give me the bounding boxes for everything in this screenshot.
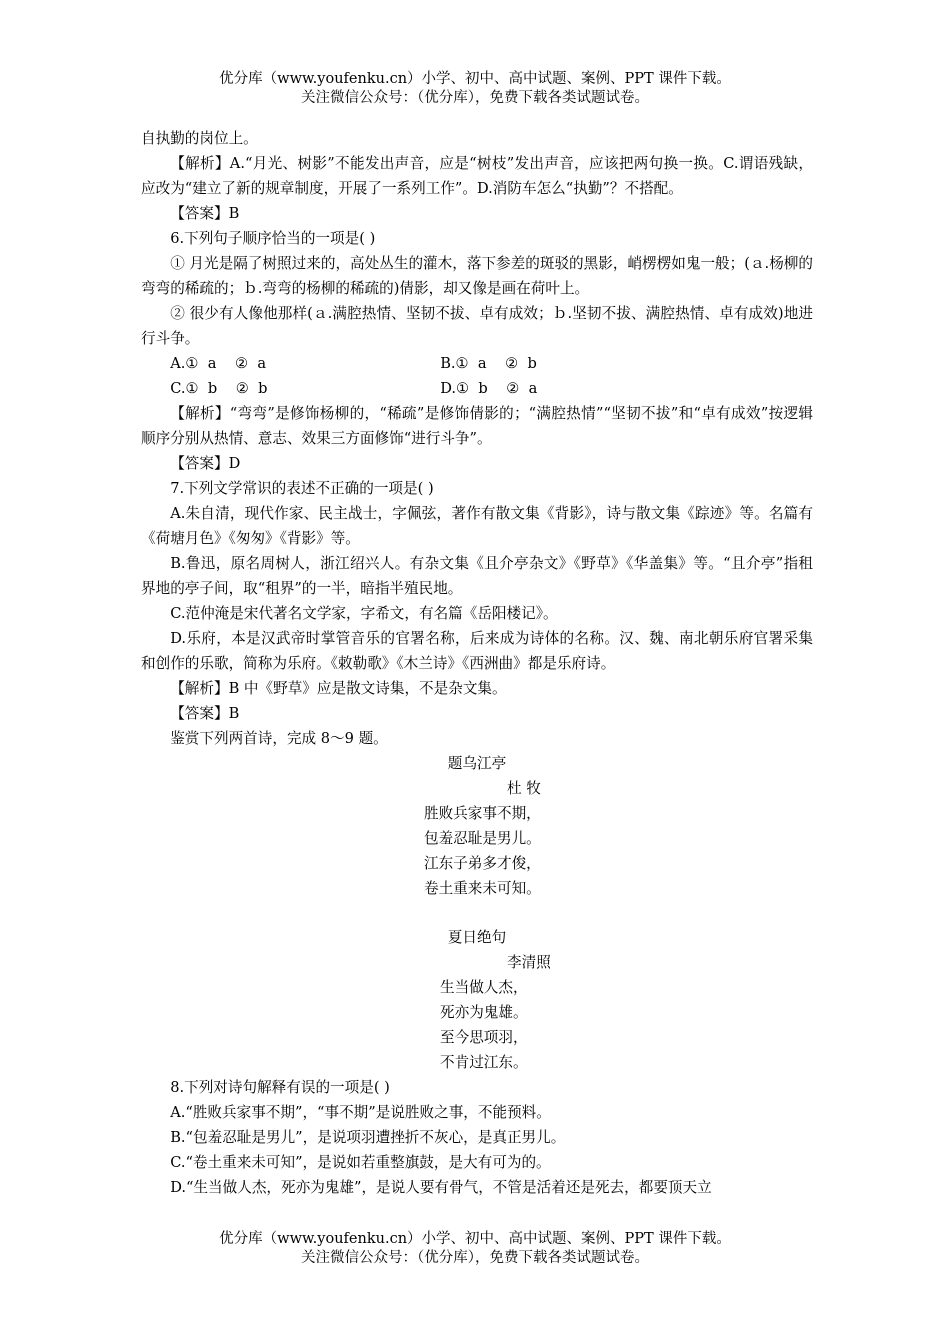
paragraph-continued: 自执勤的岗位上。	[141, 130, 258, 147]
q8-stem: 8.下列对诗句解释有误的一项是( )	[170, 1079, 390, 1096]
poem-line: 江东子弟多才俊，	[424, 855, 541, 872]
q6-answer: 【答案】D	[170, 455, 241, 472]
q7-option-d: D.乐府，本是汉武帝时掌管音乐的官署名称，后来成为诗体的名称。汉、魏、南北朝乐府官署采集和创作的乐歌，简称为乐府。《敕勒歌》《木兰诗》《西洲曲》都是乐府诗。	[141, 630, 813, 672]
q6-sentence-2: ② 很少有人像他那样(ａ.满腔热情、坚韧不拔、卓有成效；ｂ.坚韧不拔、满腔热情、卓有成效)地进行斗争。	[141, 305, 813, 347]
poem-1-title: 题乌江亭	[447, 755, 507, 772]
poem-line: 至今思项羽，	[440, 1029, 528, 1046]
q6-option-c: C.① b ② b	[170, 380, 268, 397]
q6-options-row-1	[141, 351, 813, 376]
poem-2	[141, 925, 813, 1075]
header-line-1: 优分库（www.youfenku.cn）小学、初中、高中试题、案例、PPT 课件下载。	[219, 71, 731, 87]
spacer	[141, 901, 813, 925]
poem-line: 生当做人杰，	[440, 979, 528, 996]
q8-option-d: D.“生当做人杰，死亦为鬼雄”，是说人要有骨气，不管是活着还是死去，都要顶天立	[170, 1179, 712, 1196]
q7-answer: 【答案】B	[170, 705, 240, 722]
q6-sentence-1: ① 月光是隔了树照过来的，高处丛生的灌木，落下参差的斑驳的黑影，峭楞楞如鬼一般；(ａ.杨柳的弯弯的稀疏的；ｂ.弯弯的杨柳的稀疏的)倩影，却又像是画在荷叶上。	[141, 255, 813, 297]
q8-option-c: C.“卷土重来未可知”，是说如若重整旗鼓，是大有可为的。	[170, 1154, 551, 1171]
q7-stem: 7.下列文学常识的表述不正确的一项是( )	[170, 480, 434, 497]
poem-line: 死亦为鬼雄。	[440, 1004, 528, 1021]
q6-options-row-2	[141, 376, 813, 401]
q7-option-b: B.鲁迅，原名周树人，浙江绍兴人。有杂文集《且介亭杂文》《野草》《华盖集》等。“且介亭”指租界地的亭子间，取“租界”的一半，暗指半殖民地。	[141, 555, 813, 597]
q6-stem: 6.下列句子顺序恰当的一项是( )	[170, 230, 376, 247]
poem-line: 卷土重来未可知。	[424, 880, 541, 897]
q6-option-b: B.① a ② b	[440, 355, 537, 372]
q8-option-b: B.“包羞忍耻是男儿”，是说项羽遭挫折不灰心，是真正男儿。	[170, 1129, 566, 1146]
poem-2-title: 夏日绝句	[447, 929, 507, 946]
document-body	[141, 126, 813, 1200]
q6-analysis: 【解析】“弯弯”是修饰杨柳的，“稀疏”是修饰倩影的；“满腔热情”“坚韧不拔”和“卓有成效”按逻辑顺序分别从热情、意志、效果三方面修饰“进行斗争”。	[141, 405, 813, 447]
q7-analysis: 【解析】B 中《野草》应是散文诗集，不是杂文集。	[170, 680, 507, 697]
header-line-2: 关注微信公众号：（优分库），免费下载各类试题试卷。	[301, 90, 649, 106]
q6-option-d: D.① b ② a	[440, 380, 538, 397]
section-intro: 鉴赏下列两首诗，完成 8～9 题。	[170, 730, 388, 747]
poem-line: 不肯过江东。	[440, 1054, 528, 1071]
footer-line-2: 关注微信公众号：（优分库），免费下载各类试题试卷。	[301, 1250, 649, 1266]
poem-line: 胜败兵家事不期，	[424, 805, 541, 822]
page-footer	[0, 1230, 950, 1268]
q8-option-a: A.“胜败兵家事不期”，“事不期”是说胜败之事，不能预料。	[170, 1104, 551, 1121]
footer-line-1: 优分库（www.youfenku.cn）小学、初中、高中试题、案例、PPT 课件下载。	[219, 1231, 731, 1247]
q7-option-c: C.范仲淹是宋代著名文学家，字希文，有名篇《岳阳楼记》。	[170, 605, 558, 622]
poem-2-author: 李清照	[507, 954, 551, 971]
q5-analysis: 【解析】A.“月光、树影”不能发出声音，应是“树枝”发出声音，应该把两句换一换。C.谓语残缺，应改为“建立了新的规章制度，开展了一系列工作”。D.消防车怎么“执勤”？不搭配。	[141, 155, 813, 197]
poem-line: 包羞忍耻是男儿。	[424, 830, 541, 847]
poem-1	[141, 751, 813, 901]
page-header	[0, 70, 950, 108]
poem-1-author: 杜 牧	[507, 780, 541, 797]
q7-option-a: A.朱自清，现代作家、民主战士，字佩弦，著作有散文集《背影》，诗与散文集《踪迹》等。名篇有《荷塘月色》《匆匆》《背影》等。	[141, 505, 813, 547]
q6-option-a: A.① a ② a	[170, 355, 267, 372]
q5-answer: 【答案】B	[170, 205, 240, 222]
